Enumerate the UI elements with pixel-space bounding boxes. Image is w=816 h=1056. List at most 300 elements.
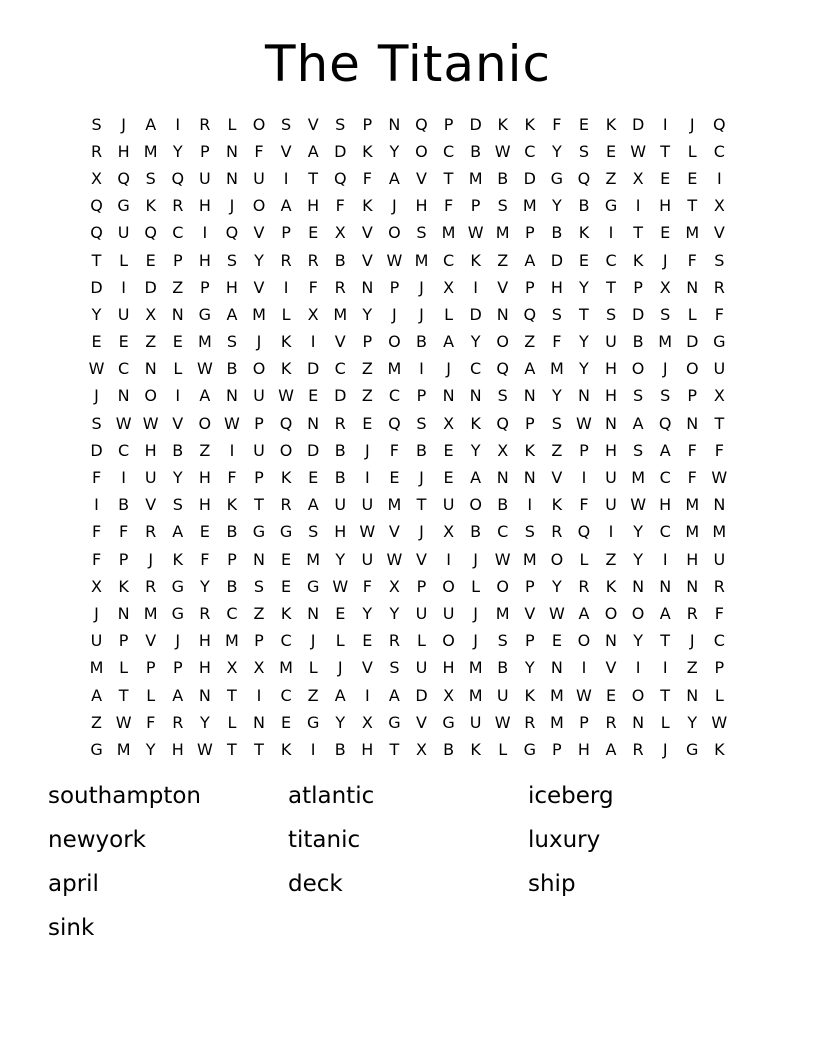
grid-letter: Q [577, 522, 591, 542]
grid-letter: S [416, 223, 427, 243]
grid-row [83, 111, 733, 138]
grid-letter: Y [91, 304, 102, 324]
grid-letter: T [606, 277, 616, 297]
grid-letter: S [91, 413, 102, 433]
grid-letter: H [144, 440, 157, 460]
grid-letter: D [631, 114, 645, 134]
grid-letter: W [711, 468, 728, 488]
grid-letter: N [117, 386, 130, 406]
grid-letter: X [226, 658, 238, 678]
grid-letter: F [687, 468, 697, 488]
grid-letter: W [494, 712, 511, 732]
grid-letter: A [605, 739, 617, 759]
grid-letter: W [332, 576, 349, 596]
grid-letter: P [254, 631, 264, 651]
grid-row [83, 165, 733, 192]
grid-letter: A [524, 250, 536, 270]
grid-letter: H [307, 196, 320, 216]
grid-letter: J [446, 359, 451, 379]
grid-letter: D [523, 168, 536, 188]
grid-letter: G [306, 576, 320, 596]
grid-letter: U [198, 168, 211, 188]
grid-letter: O [442, 631, 455, 651]
grid-letter: R [145, 576, 157, 596]
grid-letter: M [143, 141, 158, 161]
grid-letter: A [388, 168, 400, 188]
grid-letter: F [362, 168, 372, 188]
grid-letter: H [334, 522, 347, 542]
grid-letter: A [443, 332, 455, 352]
grid-letter: B [551, 223, 563, 243]
grid-letter: Q [523, 304, 537, 324]
grid-letter: A [172, 522, 184, 542]
grid-letter: C [226, 603, 238, 623]
grid-letter: P [118, 549, 129, 569]
grid-letter: U [713, 359, 726, 379]
grid-letter: S [416, 413, 427, 433]
grid-letter: U [605, 332, 617, 352]
grid-letter: G [117, 196, 130, 216]
grid-letter: K [280, 739, 292, 759]
grid-letter: K [226, 495, 238, 515]
grid-letter: S [524, 522, 535, 542]
grid-letter: Z [307, 685, 319, 705]
grid-letter: T [687, 196, 698, 216]
grid-letter: W [196, 739, 213, 759]
grid-letter: O [252, 196, 266, 216]
grid-letter: C [470, 359, 482, 379]
grid-letter: P [552, 739, 562, 759]
grid-letter: D [90, 277, 103, 297]
grid-letter: T [633, 223, 643, 243]
grid-letter: W [576, 685, 592, 705]
grid-letter: O [685, 359, 699, 379]
word-bank-item: ship [528, 871, 576, 897]
grid-letter: E [660, 223, 671, 243]
grid-letter: E [362, 413, 373, 433]
grid-letter: X [415, 739, 427, 759]
grid-letter: A [280, 196, 292, 216]
grid-letter: T [227, 685, 237, 705]
grid-letter: S [253, 576, 265, 596]
grid-letter: I [364, 685, 370, 705]
grid-letter: Y [145, 739, 156, 759]
grid-letter: C [172, 223, 184, 243]
grid-letter: L [714, 685, 724, 705]
grid-letter: L [146, 685, 156, 705]
grid-letter: Y [551, 141, 562, 161]
grid-letter: E [362, 631, 373, 651]
grid-letter: I [527, 495, 533, 515]
grid-letter: C [659, 468, 671, 488]
grid-letter: U [144, 468, 157, 488]
grid-letter: I [662, 114, 668, 134]
grid-letter: G [279, 522, 293, 542]
grid-letter: E [443, 440, 454, 460]
grid-letter: N [632, 712, 645, 732]
grid-letter: H [415, 196, 428, 216]
grid-letter: R [145, 522, 157, 542]
grid-letter: L [444, 304, 454, 324]
grid-letter: A [470, 468, 482, 488]
grid-letter: M [631, 468, 645, 488]
grid-letter: Y [470, 332, 481, 352]
grid-letter: X [388, 576, 400, 596]
grid-letter: M [549, 685, 564, 705]
grid-letter: Y [335, 712, 346, 732]
grid-letter: Z [172, 277, 184, 297]
grid-letter: P [579, 712, 589, 732]
grid-letter: F [579, 495, 589, 515]
grid-letter: J [392, 196, 397, 216]
grid-letter: X [253, 658, 265, 678]
grid-letter: J [94, 603, 99, 623]
grid-letter: F [254, 141, 264, 161]
grid-letter: H [225, 277, 238, 297]
grid-letter: R [280, 495, 292, 515]
grid-letter: O [388, 223, 401, 243]
grid-letter: M [143, 603, 158, 623]
grid-letter: N [686, 685, 699, 705]
grid-letter: O [144, 386, 157, 406]
grid-row [83, 301, 733, 328]
grid-letter: N [686, 576, 699, 596]
grid-letter: W [115, 712, 132, 732]
grid-letter: V [388, 522, 400, 542]
word-bank-item: iceberg [528, 783, 614, 809]
grid-letter: J [689, 114, 695, 134]
grid-letter: Z [361, 359, 373, 379]
grid-letter: H [605, 359, 618, 379]
grid-letter: J [256, 332, 262, 352]
grid-row [83, 329, 733, 356]
grid-letter: J [473, 603, 478, 623]
grid-letter: U [253, 440, 265, 460]
grid-letter: N [388, 114, 401, 134]
grid-letter: I [121, 468, 126, 488]
grid-letter: Y [551, 196, 562, 216]
grid-letter: W [386, 549, 403, 569]
grid-letter: B [334, 440, 346, 460]
word-bank-item: titanic [288, 827, 361, 853]
grid-letter: N [225, 168, 238, 188]
grid-letter: E [605, 141, 617, 161]
grid-letter: N [253, 712, 265, 732]
grid-letter: D [469, 304, 482, 324]
grid-letter: P [118, 631, 129, 651]
grid-letter: F [91, 468, 102, 488]
grid-letter: A [334, 685, 346, 705]
grid-letter: Z [145, 332, 157, 352]
grid-letter: D [334, 386, 347, 406]
grid-letter: E [443, 468, 454, 488]
grid-letter: P [470, 196, 481, 216]
grid-letter: Y [362, 603, 373, 623]
grid-letter: T [416, 495, 427, 515]
grid-letter: U [713, 549, 726, 569]
grid-letter: P [254, 413, 264, 433]
grid-letter: K [470, 739, 481, 759]
grid-letter: H [686, 549, 699, 569]
grid-letter: Z [361, 386, 373, 406]
grid-letter: D [144, 277, 157, 297]
grid-letter: R [713, 277, 725, 297]
grid-letter: V [416, 549, 427, 569]
grid-letter: P [416, 576, 427, 596]
grid-letter: J [419, 522, 424, 542]
grid-letter: K [280, 468, 292, 488]
grid-letter: U [605, 495, 617, 515]
grid-letter: T [308, 168, 319, 188]
grid-letter: Q [279, 413, 293, 433]
grid-letter: F [91, 522, 102, 542]
grid-row [83, 600, 733, 627]
grid-letter: Z [199, 440, 211, 460]
grid-letter: Y [172, 468, 183, 488]
grid-letter: E [281, 549, 292, 569]
grid-letter: G [523, 739, 536, 759]
grid-letter: L [119, 250, 129, 270]
grid-letter: K [470, 250, 481, 270]
grid-letter: N [686, 413, 699, 433]
grid-letter: W [467, 223, 484, 243]
grid-letter: M [252, 304, 266, 324]
grid-letter: S [714, 250, 725, 270]
grid-letter: S [660, 304, 671, 324]
grid-letter: N [144, 359, 157, 379]
grid-letter: Y [579, 332, 589, 352]
grid-letter: I [175, 114, 181, 134]
grid-letter: P [687, 386, 698, 406]
grid-letter: K [578, 223, 590, 243]
grid-letter: F [687, 250, 697, 270]
grid-letter: P [714, 658, 725, 678]
grid-letter: B [415, 332, 427, 352]
grid-letter: F [335, 196, 345, 216]
grid-letter: F [443, 196, 454, 216]
grid-letter: E [660, 168, 671, 188]
grid-letter: T [389, 739, 400, 759]
grid-letter: B [470, 522, 482, 542]
grid-letter: J [473, 631, 478, 651]
grid-letter: U [361, 549, 374, 569]
grid-letter: G [550, 168, 564, 188]
grid-letter: V [551, 468, 563, 488]
grid-letter: H [577, 739, 590, 759]
grid-letter: G [442, 712, 455, 732]
grid-letter: M [658, 332, 673, 352]
grid-letter: G [252, 522, 266, 542]
grid-letter: K [280, 603, 292, 623]
grid-letter: M [685, 495, 700, 515]
grid-letter: B [632, 332, 644, 352]
grid-letter: J [364, 440, 370, 460]
grid-letter: E [578, 114, 589, 134]
grid-letter: N [523, 386, 536, 406]
grid-letter: X [91, 576, 103, 596]
grid-letter: S [497, 631, 508, 651]
grid-letter: C [118, 440, 130, 460]
grid-letter: R [199, 603, 211, 623]
grid-letter: S [633, 386, 644, 406]
grid-letter: P [172, 250, 183, 270]
grid-letter: B [470, 141, 482, 161]
grid-letter: M [712, 522, 727, 542]
grid-letter: K [172, 549, 184, 569]
grid-letter: W [386, 250, 403, 270]
grid-letter: K [524, 114, 536, 134]
grid-letter: Y [633, 522, 643, 542]
grid-letter: Q [171, 168, 185, 188]
grid-row [83, 736, 733, 763]
grid-letter: X [443, 522, 455, 542]
grid-letter: F [714, 440, 724, 460]
grid-letter: K [524, 685, 536, 705]
grid-letter: G [604, 196, 618, 216]
grid-letter: K [551, 495, 563, 515]
grid-row [83, 573, 733, 600]
grid-letter: X [307, 304, 319, 324]
grid-letter: Q [225, 223, 239, 243]
grid-letter: I [94, 495, 99, 515]
grid-letter: N [361, 277, 374, 297]
grid-letter: P [362, 332, 373, 352]
grid-letter: Y [362, 304, 373, 324]
grid-letter: W [630, 495, 647, 515]
grid-letter: T [254, 495, 264, 515]
grid-letter: H [605, 440, 618, 460]
grid-letter: T [714, 413, 725, 433]
grid-letter: I [662, 658, 668, 678]
grid-letter: C [497, 522, 509, 542]
grid-letter: X [632, 168, 644, 188]
grid-letter: W [711, 712, 728, 732]
grid-letter: X [443, 277, 455, 297]
grid-letter: Z [497, 250, 509, 270]
grid-letter: E [91, 332, 102, 352]
grid-row [83, 546, 733, 573]
grid-letter: Y [687, 712, 698, 732]
grid-letter: K [714, 739, 725, 759]
grid-letter: C [524, 141, 536, 161]
grid-row [83, 628, 733, 655]
grid-letter: R [578, 576, 590, 596]
grid-letter: U [415, 603, 428, 623]
grid-letter: B [497, 658, 509, 678]
grid-letter: R [686, 603, 698, 623]
grid-letter: B [497, 495, 509, 515]
grid-letter: Y [199, 576, 210, 596]
grid-letter: N [171, 304, 184, 324]
grid-letter: L [335, 631, 345, 651]
grid-letter: S [578, 141, 590, 161]
grid-letter: G [388, 712, 401, 732]
grid-letter: K [497, 114, 508, 134]
grid-letter: I [202, 223, 208, 243]
grid-letter: B [334, 739, 346, 759]
grid-letter: M [495, 223, 510, 243]
grid-letter: N [198, 685, 211, 705]
grid-letter: C [118, 359, 130, 379]
grid-letter: J [175, 631, 181, 651]
grid-letter: A [578, 603, 590, 623]
grid-letter: V [172, 413, 184, 433]
grid-letter: C [713, 141, 725, 161]
grid-letter: I [256, 685, 262, 705]
grid-letter: E [605, 685, 617, 705]
grid-letter: E [172, 332, 183, 352]
grid-letter: W [115, 413, 132, 433]
grid-letter: J [662, 739, 668, 759]
grid-letter: R [524, 712, 536, 732]
grid-letter: S [308, 522, 319, 542]
grid-letter: V [361, 223, 373, 243]
grid-letter: N [225, 141, 238, 161]
grid-letter: N [307, 603, 320, 623]
grid-letter: Q [577, 168, 591, 188]
grid-letter: I [581, 468, 587, 488]
grid-letter: I [364, 468, 370, 488]
grid-letter: I [608, 223, 614, 243]
grid-letter: S [497, 386, 508, 406]
grid-letter: N [469, 386, 482, 406]
grid-row [83, 138, 733, 165]
grid-letter: J [392, 304, 397, 324]
grid-letter: E [145, 250, 156, 270]
grid-letter: L [173, 359, 183, 379]
grid-letter: J [473, 549, 478, 569]
grid-letter: R [551, 522, 563, 542]
grid-letter: U [469, 712, 482, 732]
grid-letter: M [306, 549, 321, 569]
word-bank-item: luxury [528, 827, 601, 853]
grid-letter: M [685, 223, 700, 243]
grid-letter: X [713, 196, 725, 216]
grid-letter: J [94, 386, 99, 406]
grid-letter: X [145, 304, 157, 324]
grid-letter: E [281, 712, 292, 732]
grid-letter: C [442, 250, 455, 270]
grid-letter: A [145, 114, 157, 134]
grid-letter: W [576, 413, 592, 433]
grid-letter: V [361, 658, 373, 678]
grid-letter: P [200, 141, 210, 161]
grid-letter: W [494, 141, 511, 161]
grid-letter: V [416, 712, 427, 732]
grid-letter: D [550, 250, 564, 270]
grid-letter: I [635, 658, 641, 678]
grid-letter: V [253, 277, 265, 297]
grid-letter: C [442, 141, 455, 161]
grid-letter: V [145, 631, 157, 651]
grid-letter: S [335, 114, 346, 134]
grid-letter: G [713, 332, 726, 352]
grid-letter: S [497, 196, 508, 216]
grid-letter: Z [524, 332, 536, 352]
grid-letter: K [524, 440, 536, 460]
grid-letter: O [496, 576, 509, 596]
grid-letter: D [334, 141, 347, 161]
grid-letter: H [659, 196, 672, 216]
grid-letter: F [362, 576, 372, 596]
grid-letter: W [278, 386, 294, 406]
grid-letter: V [361, 250, 373, 270]
grid-letter: S [281, 114, 292, 134]
grid-letter: J [419, 277, 424, 297]
grid-letter: L [227, 114, 237, 134]
grid-letter: V [524, 603, 536, 623]
grid-letter: I [283, 168, 289, 188]
